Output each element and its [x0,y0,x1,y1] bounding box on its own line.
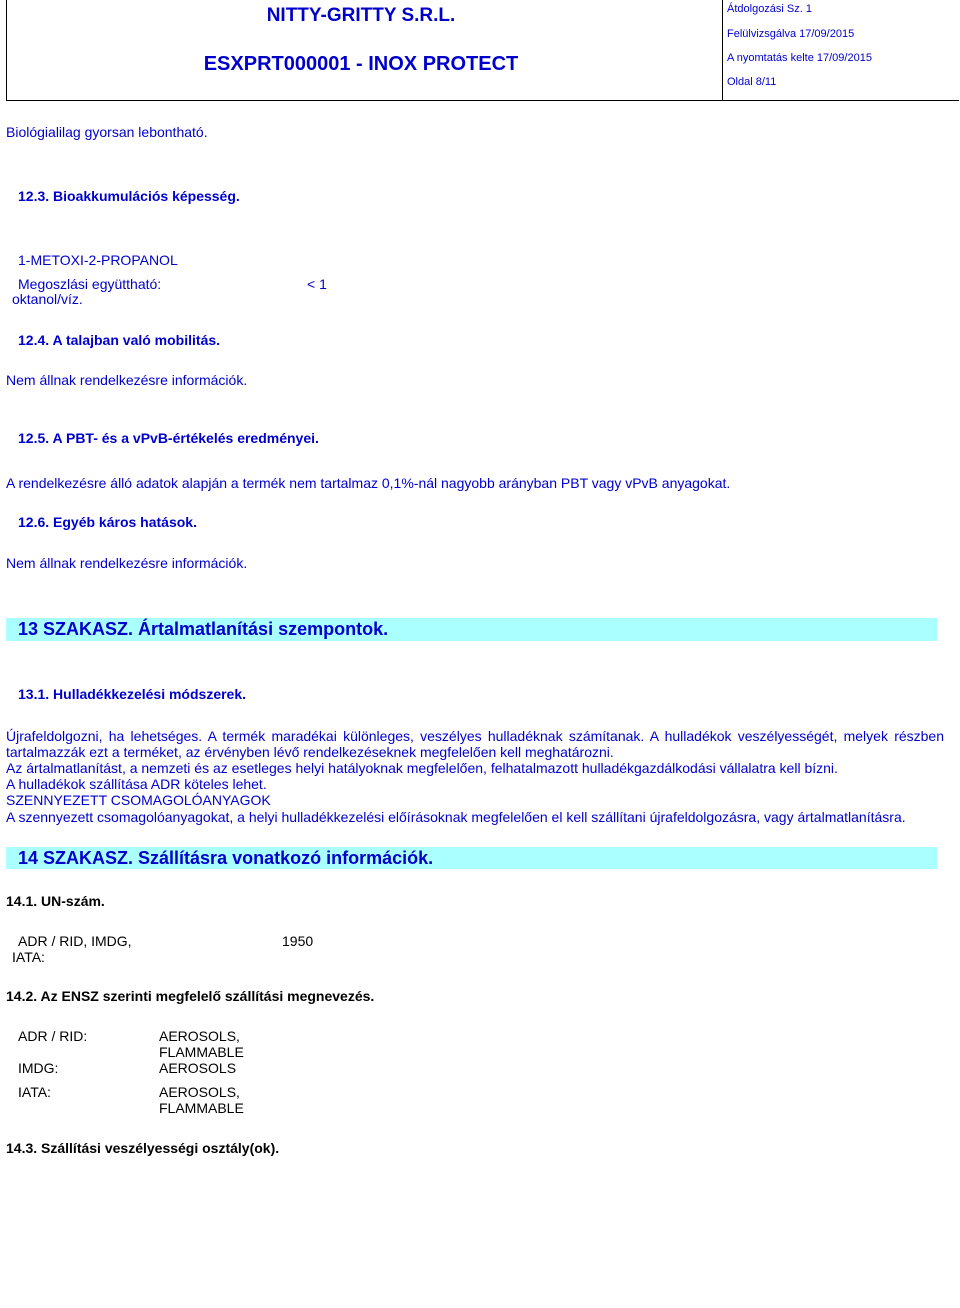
un-number-label: ADR / RID, IMDG, [18,933,132,949]
no-info-other-effects: Nem állnak rendelkezésre információk. [6,555,248,571]
shipping-name-value: FLAMMABLE [159,1100,244,1116]
heading-14-3: 14.3. Szállítási veszélyességi osztály(ok). [6,1140,280,1156]
disposal-line: A szennyezett csomagolóanyagokat, a helyi hulladékkezelési előírásoknak megfelelően el kell szállítani újrafeldolgozásra, vagy ártalmatlanításra. [6,809,906,825]
review-date: Felülvizsgálva 17/09/2015 [727,28,855,40]
section-13-banner [6,618,937,641]
heading-12-5: 12.5. A PBT- és a vPvB-értékelés eredményei. [18,430,319,446]
pbt-text: A rendelkezésre álló adatok alapján a termék nem tartalmaz 0,1%-nál nagyobb arányban PBT vagy vPvB anyagokat. [6,475,731,491]
heading-14-2: 14.2. Az ENSZ szerinti megfelelő szállítási megnevezés. [6,988,375,1004]
shipping-name-value: AEROSOLS [159,1060,237,1076]
partition-coef-value: < 1 [307,276,327,292]
heading-13-1: 13.1. Hulladékkezelési módszerek. [18,686,247,702]
disposal-line: Újrafeldolgozni, ha lehetséges. A termék maradékai különleges, veszélyes hulladéknak számítanak. A hulladékok veszélyességét, melyek részben tartalmazzák ezt a terméket, az érvényben lévő rendelkezéseknek megfelelően kell meghatározni. [6,728,944,760]
company-name: NITTY-GRITTY S.R.L. [266,5,456,26]
heading-12-6: 12.6. Egyéb káros hatások. [18,514,197,530]
revision-number: Átdolgozási Sz. 1 [727,3,812,15]
page-number: Oldal 8/11 [727,76,777,88]
shipping-name-label: ADR / RID: [18,1028,88,1044]
no-info-mobility: Nem állnak rendelkezésre információk. [6,372,248,388]
disposal-line: A hulladékok szállítása ADR köteles lehet. [6,776,267,792]
header-divider [722,0,723,100]
heading-12-3: 12.3. Bioakkumulációs képesség. [18,188,240,204]
section-14-banner [6,847,937,869]
disposal-text [6,728,944,825]
section-13-title: 13 SZAKASZ. Ártalmatlanítási szempontok. [18,619,389,639]
shipping-name-value: AEROSOLS, [159,1028,240,1044]
section-14-title: 14 SZAKASZ. Szállításra vonatkozó információk. [18,848,434,868]
shipping-name-label: IATA: [18,1084,51,1100]
print-date: A nyomtatás kelte 17/09/2015 [727,52,872,64]
shipping-name-value: FLAMMABLE [159,1044,244,1060]
product-name: ESXPRT000001 - INOX PROTECT [203,53,519,75]
partition-coef-label-2: oktanol/víz. [12,291,83,307]
biodegradability-text: Biológialilag gyorsan lebontható. [6,124,208,140]
heading-14-1: 14.1. UN-szám. [6,893,105,909]
un-number-value: 1950 [282,933,314,949]
disposal-line: Az ártalmatlanítást, a nemzeti és az esetleges helyi hatályoknak megfelelően, felhatalmazott hulladékgazdálkodási vállalatra kell bízni. [6,760,838,776]
heading-12-4: 12.4. A talajban való mobilitás. [18,332,221,348]
shipping-name-value: AEROSOLS, [159,1084,240,1100]
disposal-line: SZENNYEZETT CSOMAGOLÓANYAGOK [6,792,271,808]
shipping-name-label: IMDG: [18,1060,59,1076]
substance-name: 1-METOXI-2-PROPANOL [18,252,178,268]
un-number-label-2: IATA: [12,949,45,965]
partition-coef-label: Megoszlási együttható: [18,276,162,292]
